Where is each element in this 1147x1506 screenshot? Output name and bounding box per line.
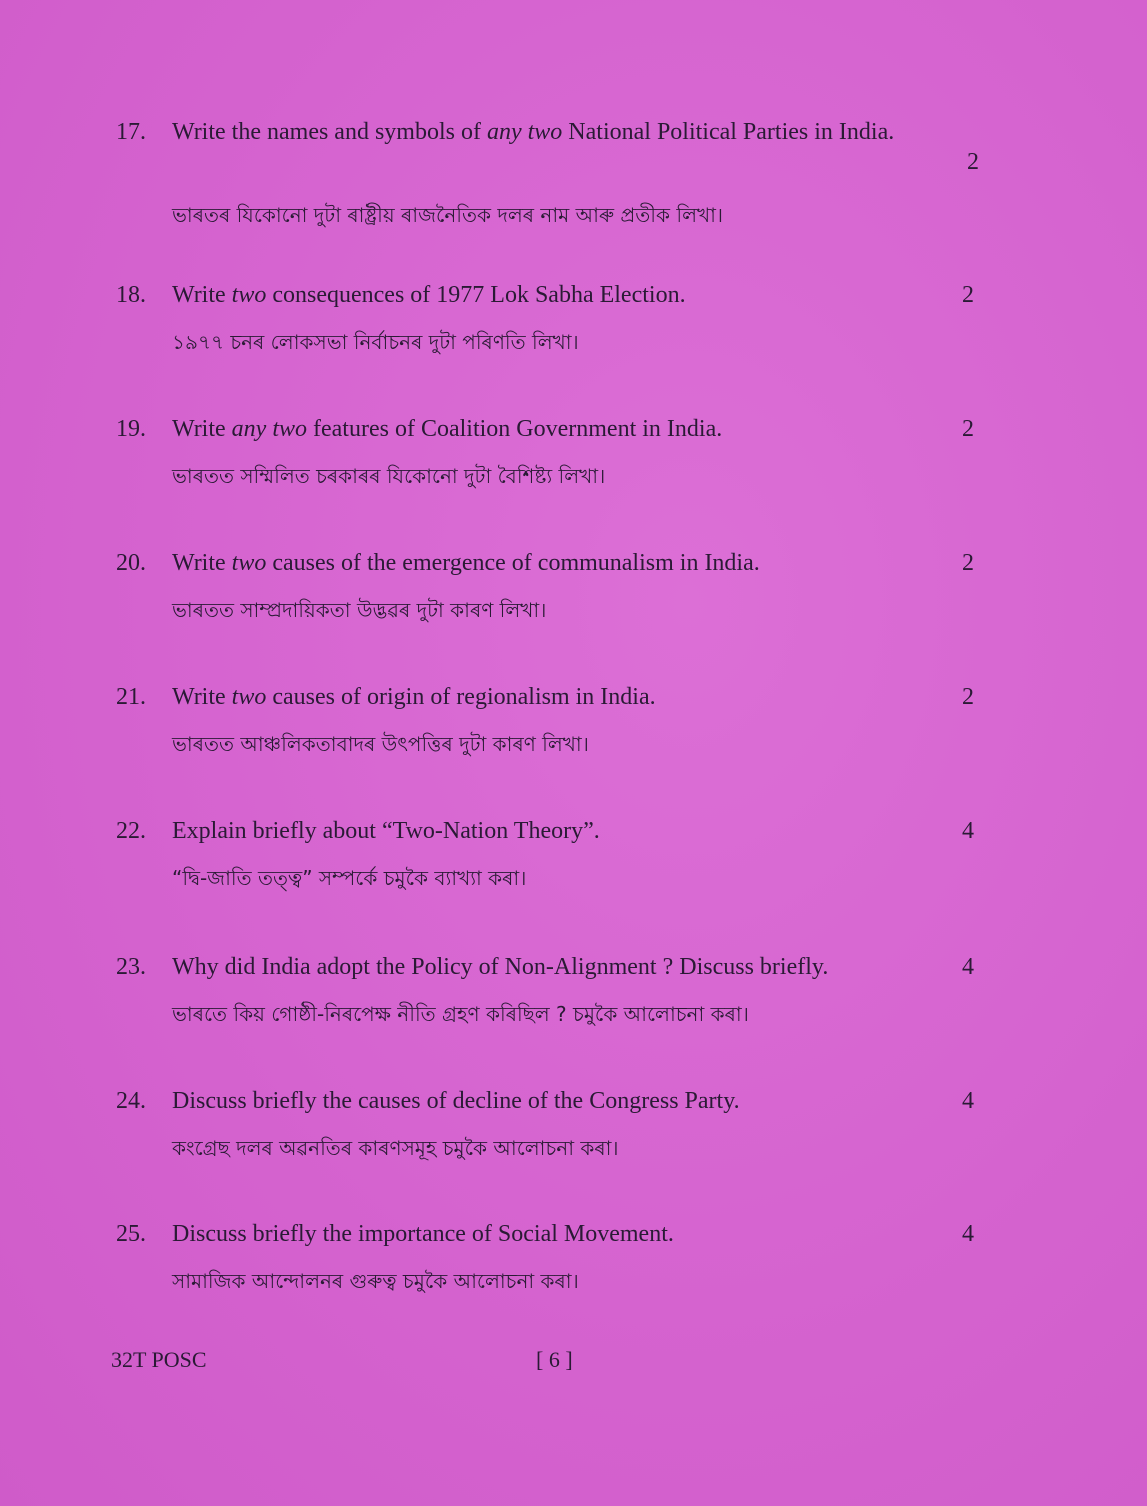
question-21 [0,682,1147,772]
question-text-english: Write two causes of origin of regionalism in India. [172,684,656,710]
question-number: 20. [116,550,146,576]
page-number: [ 6 ] [536,1347,573,1372]
question-marks: 4 [962,1088,974,1114]
question-text-assamese: ভাৰতত সম্মিলিত চৰকাৰৰ যিকোনো দুটা বৈশিষ্ট্য লিখা। [172,464,606,488]
question-marks: 4 [962,954,974,980]
question-text-assamese: ভাৰতত সাম্প্ৰদায়িকতা উদ্ভৱৰ দুটা কাৰণ লিখা। [172,598,547,622]
question-number: 17. [116,119,146,145]
question-text-english: Why did India adopt the Policy of Non-Alignment ? Discuss briefly. [172,954,829,980]
question-number: 23. [116,954,146,980]
question-marks: 2 [962,684,974,710]
question-number: 25. [116,1221,146,1247]
question-text-assamese: সামাজিক আন্দোলনৰ গুৰুত্ব চমুকৈ আলোচনা কৰা। [172,1269,579,1293]
question-number: 21. [116,684,146,710]
paper-code: 32T POSC [111,1347,207,1372]
question-text-assamese: ভাৰতত আঞ্চলিকতাবাদৰ উৎপত্তিৰ দুটা কাৰণ লিখা। [172,732,589,756]
question-number: 24. [116,1088,146,1114]
question-number: 18. [116,282,146,308]
question-17 [0,117,1147,227]
question-text-english: Discuss briefly the causes of decline of the Congress Party. [172,1088,740,1114]
question-18 [0,280,1147,370]
question-text-english: Explain briefly about “Two-Nation Theory”. [172,818,600,844]
question-text-english: Write any two features of Coalition Government in India. [172,416,723,442]
question-19 [0,414,1147,504]
question-22 [0,816,1147,906]
question-text-assamese: কংগ্ৰেছ দলৰ অৱনতিৰ কাৰণসমূহ চমুকৈ আলোচনা কৰা। [172,1136,619,1160]
question-23 [0,952,1147,1042]
question-20 [0,548,1147,638]
question-25 [0,1219,1147,1309]
question-marks: 2 [962,550,974,576]
question-text-english: Write the names and symbols of any two National Political Parties in India. [172,119,895,145]
question-marks: 4 [962,1221,974,1247]
question-text-assamese: “দ্বি-জাতি তত্ত্ব” সম্পৰ্কে চমুকৈ ব্যাখ্যা কৰা। [172,866,527,890]
question-text-assamese: ভাৰতৰ যিকোনো দুটা ৰাষ্ট্ৰীয় ৰাজনৈতিক দলৰ নাম আৰু প্ৰতীক লিখা। [172,203,724,227]
question-number: 22. [116,818,146,844]
question-number: 19. [116,416,146,442]
question-text-assamese: ১৯৭৭ চনৰ লোকসভা নিৰ্বাচনৰ দুটা পৰিণতি লিখা। [172,330,579,354]
question-text-assamese: ভাৰতে কিয় গোষ্ঠী-নিৰপেক্ষ নীতি গ্ৰহণ কৰিছিল ? চমুকৈ আলোচনা কৰা। [172,1002,749,1026]
question-marks: 2 [967,149,979,175]
question-marks: 4 [962,818,974,844]
question-marks: 2 [962,416,974,442]
question-marks: 2 [962,282,974,308]
question-24 [0,1086,1147,1176]
question-text-english: Write two consequences of 1977 Lok Sabha Election. [172,282,686,308]
question-text-english: Write two causes of the emergence of communalism in India. [172,550,760,576]
question-text-english: Discuss briefly the importance of Social Movement. [172,1221,674,1247]
